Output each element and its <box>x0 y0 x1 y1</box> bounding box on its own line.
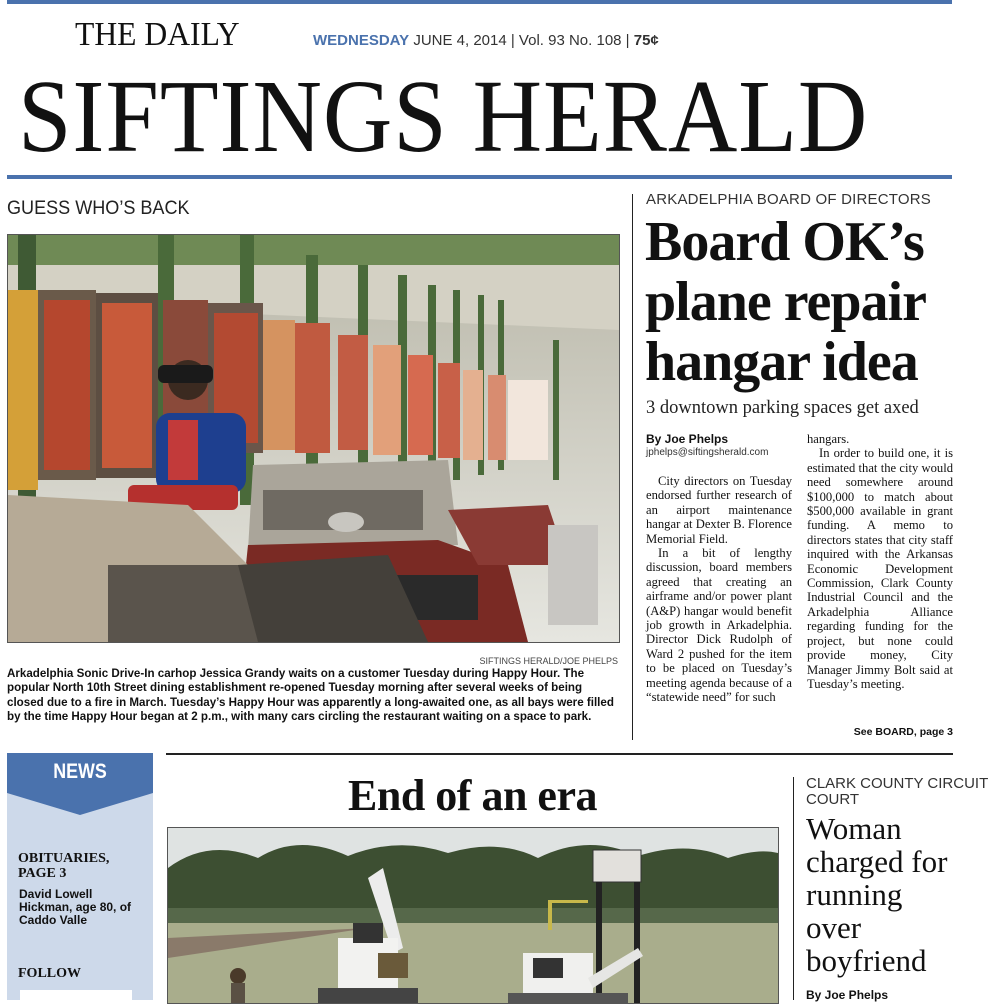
era-headline[interactable]: End of an era <box>348 771 597 820</box>
story-byline: By Joe Phelps <box>646 432 729 446</box>
news-label: NEWS <box>53 760 107 783</box>
court-headline[interactable]: Woman charged for running over boyfriend <box>806 811 948 978</box>
dateline-day: WEDNESDAY <box>313 32 410 49</box>
story-column-2 <box>807 432 953 691</box>
story-byline-email[interactable]: jphelps@siftingsherald.com <box>646 447 769 458</box>
story-kicker: ARKADELPHIA BOARD OF DIRECTORS <box>646 191 931 208</box>
follow-heading: FOLLOW <box>18 966 82 981</box>
section-rule <box>166 753 953 755</box>
follow-icons-box <box>20 990 132 1002</box>
obituaries-heading[interactable]: OBITUARIES, PAGE 3 <box>18 851 110 881</box>
story-paragraph: City directors on Tuesday endorsed further research of an airport maintenance hangar at Dexter B. Florence Memorial Field. <box>646 474 792 546</box>
lead-photo-image <box>8 235 619 642</box>
story-jump-link[interactable]: See BOARD, page 3 <box>853 726 953 738</box>
photo-caption: Arkadelphia Sonic Drive-In carhop Jessica Grandy waits on a customer Tuesday during Happy Hour. The popular North 10th Street dining establishment re-opened Tuesday morning after several weeks of being closed due to a fire in March. Tuesday’s Happy Hour was apparently a long-awaited one, as all bays were filled by the time Happy Hour began at 2 p.m., with many cars circling the restaurant waiting on a space to park. <box>7 667 614 724</box>
story-paragraph: In a bit of lengthy discussion, board members agreed that creating an airframe and/or power plant (A&P) hangar would benefit job growth in Arkadelphia. Director Dick Rudolph of Ward 2 pushed for the item to be placed on Tuesday’s meeting agenda because of a “statewide need” for such <box>646 546 792 705</box>
story-column-1 <box>646 474 792 705</box>
photo-kicker: GUESS WHO’S BACK <box>7 198 190 219</box>
field-photo <box>167 827 779 1004</box>
lead-photo <box>7 234 620 643</box>
story-paragraph: hangars. <box>807 432 850 446</box>
top-rule <box>7 0 952 4</box>
story-headline[interactable]: Board OK’s plane repair hangar idea <box>645 211 925 393</box>
field-photo-image <box>168 828 778 1003</box>
photo-credit: SIFTINGS HERALD/JOE PHELPS <box>479 656 618 666</box>
story-paragraph: In order to build one, it is estimated that the city would need somewhere around $100,000 to match about $500,000 available in grant funding. A memo to directors states that city staff inquired with the Arkansas Economic Development Commission, Clark County Industrial Council and the Arkadelphia Alliance regarding funding for the project, but none could provide money, City Manager Jimmy Bolt said at Tuesday’s meeting. <box>807 446 953 691</box>
obituaries-text: David Lowell Hickman, age 80, of Caddo Valle <box>19 887 132 927</box>
column-rule <box>632 194 633 740</box>
dateline <box>313 32 659 49</box>
story-subhead: 3 downtown parking spaces get axed <box>646 398 919 418</box>
masthead-rule <box>7 175 952 179</box>
dateline-rest: JUNE 4, 2014 | Vol. 93 No. 108 | <box>413 32 630 49</box>
court-byline: By Joe Phelps <box>806 988 889 1002</box>
masthead-title: SIFTINGS HERALD <box>18 59 869 174</box>
court-kicker: CLARK COUNTY CIRCUIT COURT <box>806 775 988 808</box>
price: 75¢ <box>633 32 659 49</box>
masthead-the-daily: THE DAILY <box>75 16 240 53</box>
column-rule-2 <box>793 777 794 1000</box>
